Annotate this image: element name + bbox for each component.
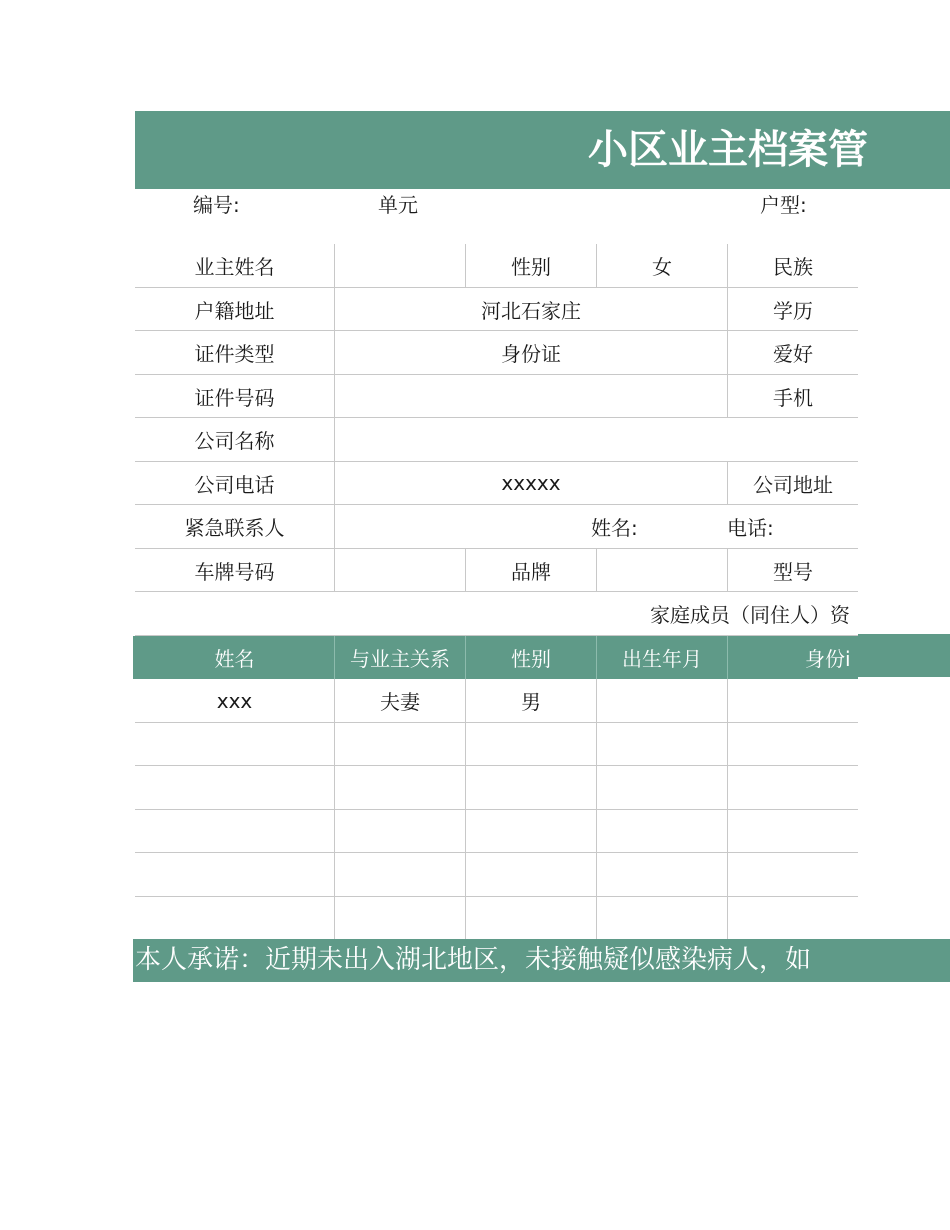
table-cell[interactable] [135,766,335,810]
owner-name-field[interactable] [335,244,466,288]
education-label: 学历 [728,288,858,331]
emergency-contact-label: 紧急联系人 [135,505,335,549]
id-type-label: 证件类型 [135,331,335,375]
table-cell[interactable] [135,810,335,853]
table-cell[interactable] [466,766,597,810]
table-cell[interactable] [466,723,597,766]
table-cell[interactable] [466,897,597,939]
family-table-header [133,636,858,679]
emergency-phone-label: 电话: [727,516,774,540]
table-cell[interactable] [335,766,466,810]
table-cell[interactable] [335,853,466,897]
emergency-contact-field[interactable] [335,505,858,549]
table-cell[interactable]: xxx [135,679,335,723]
company-phone-value[interactable]: xxxxx [335,462,728,505]
owner-form [133,242,858,1026]
family-table-body [133,679,858,939]
table-cell[interactable] [597,810,728,853]
col-header-id-label: 身份i [805,647,851,671]
unit-label: 单元 [378,193,418,217]
table-cell[interactable] [597,723,728,766]
id-type-value[interactable]: 身份证 [335,331,728,375]
table-cell[interactable] [728,679,858,723]
id-number-label: 证件号码 [135,375,335,418]
brand-field[interactable] [597,549,728,592]
id-number-field[interactable] [335,375,728,418]
table-cell[interactable] [466,853,597,897]
table-cell[interactable] [728,897,858,939]
family-section-title: 家庭成员（同住人）资 [650,603,850,627]
model-label: 型号 [728,549,858,592]
plate-field[interactable] [335,549,466,592]
col-header-name: 姓名 [135,636,335,679]
table-cell[interactable] [728,853,858,897]
company-name-field[interactable] [335,418,858,462]
col-header-birth: 出生年月 [597,636,728,679]
company-phone-label: 公司电话 [135,462,335,505]
col-header-id [728,636,858,679]
col-header-gender: 性别 [466,636,597,679]
company-name-label: 公司名称 [135,418,335,462]
table-cell[interactable] [728,810,858,853]
table-cell[interactable] [335,810,466,853]
promise-statement: 本人承诺：近期未出入湖北地区，未接触疑似感染病人，如 [133,939,858,982]
table-cell[interactable] [597,679,728,723]
owner-name-label: 业主姓名 [135,244,335,288]
hobby-label: 爱好 [728,331,858,375]
table-cell[interactable] [135,897,335,939]
plate-label: 车牌号码 [135,549,335,592]
house-type-label: 户型: [760,193,807,217]
table-cell[interactable] [135,853,335,897]
address-value[interactable]: 河北石家庄 [335,288,728,331]
table-cell[interactable] [335,897,466,939]
company-address-label: 公司地址 [728,462,858,505]
header-band-overflow [858,634,950,677]
table-cell[interactable] [597,766,728,810]
table-cell[interactable]: 男 [466,679,597,723]
table-cell[interactable]: 夫妻 [335,679,466,723]
page-title: 小区业主档案管 [588,127,868,173]
gender-value[interactable]: 女 [597,244,728,288]
gender-label: 性别 [466,244,597,288]
table-cell[interactable] [466,810,597,853]
table-cell[interactable] [597,897,728,939]
number-label: 编号: [193,193,240,217]
table-cell[interactable] [597,853,728,897]
family-section-title-row [135,592,858,636]
mobile-label: 手机 [728,375,858,418]
table-cell[interactable] [135,723,335,766]
promise-band-overflow [858,939,950,982]
emergency-name-label: 姓名: [591,516,638,540]
title-banner [135,111,950,189]
table-cell[interactable] [728,766,858,810]
table-cell[interactable] [335,723,466,766]
address-label: 户籍地址 [135,288,335,331]
ethnic-label: 民族 [728,244,858,288]
table-cell[interactable] [728,723,858,766]
col-header-relation: 与业主关系 [335,636,466,679]
brand-label: 品牌 [466,549,597,592]
